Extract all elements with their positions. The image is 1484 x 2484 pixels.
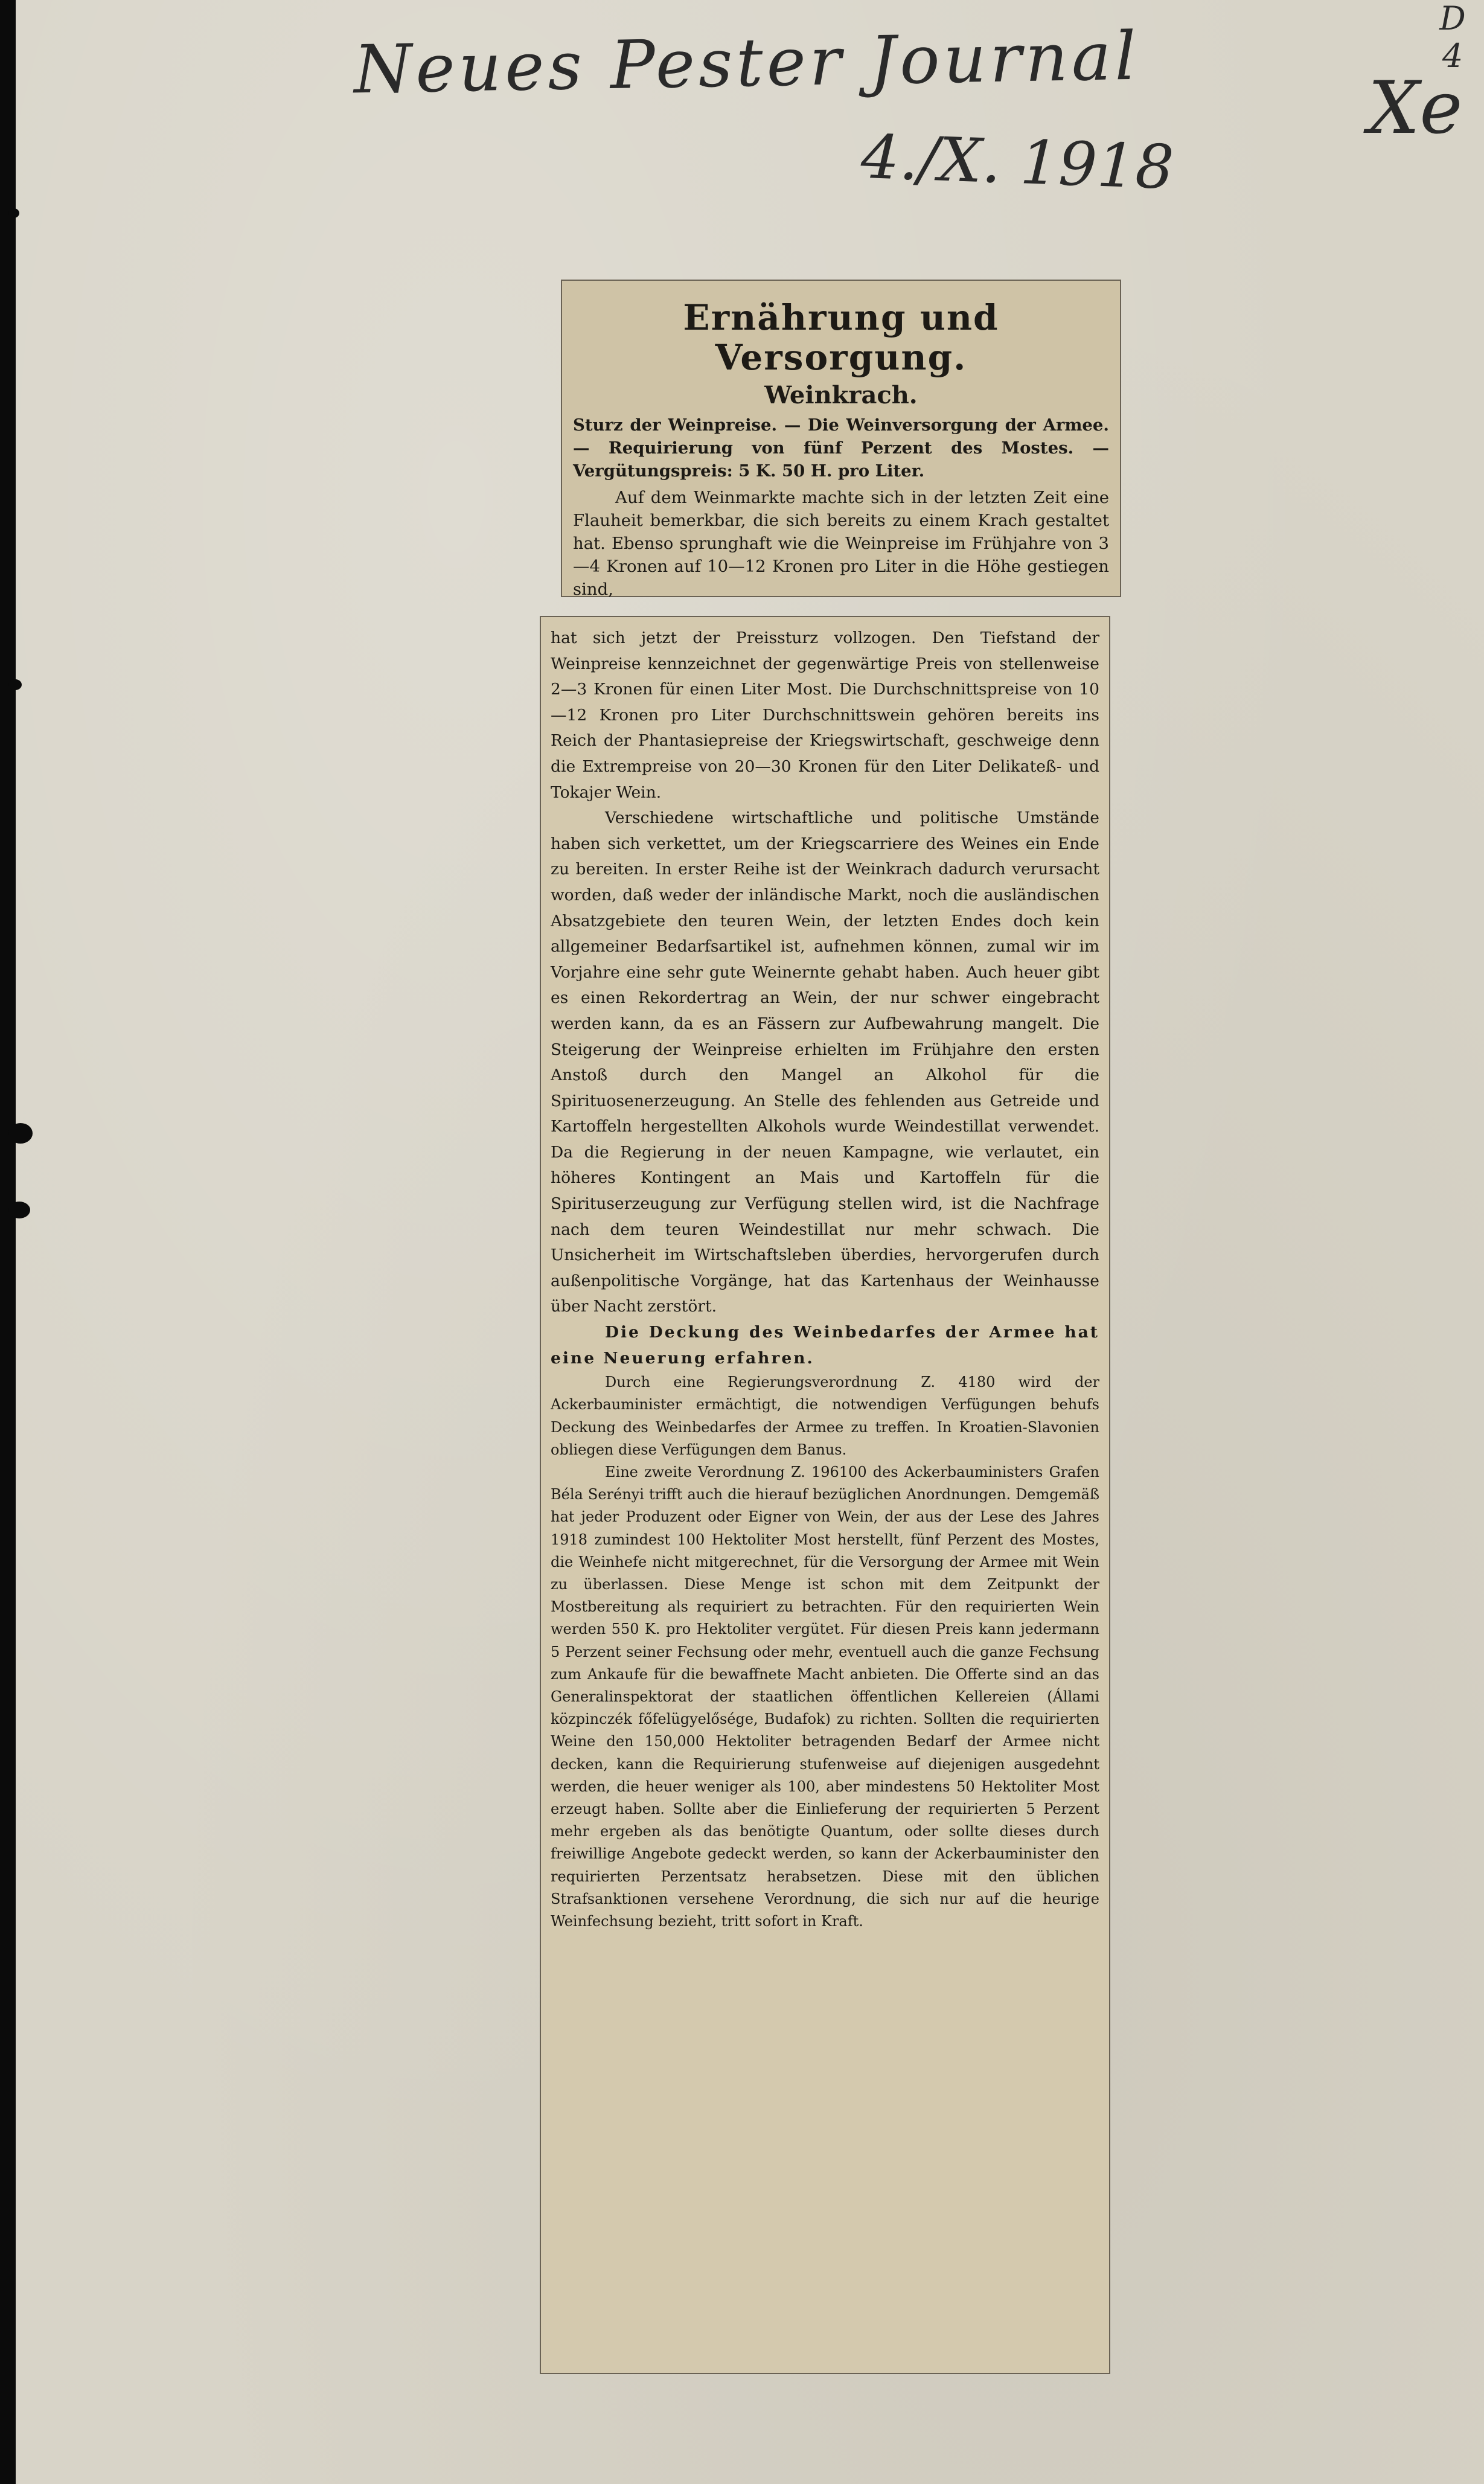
clipping-body <box>540 616 1110 2374</box>
clipping-deck: Sturz der Weinpreise. — Die Weinversorgung der Armee. — Requirierung von fünf Perzent des Mostes. — Vergütungspreis: 5 K. 50 H. pro Liter. <box>573 415 1109 481</box>
handwritten-mark: Xe <box>1368 66 1463 150</box>
handwritten-date: 4./X. 1918 <box>860 121 1175 203</box>
paper-damage <box>8 1123 33 1144</box>
handwritten-newspaper-name: Neues Pester Journal <box>353 17 1140 109</box>
article-paragraph: Eine zweite Verordnung Z. 196100 des Ackerbauministers Grafen Béla Serényi trifft auch die hierauf bezüglichen Anordnungen. Demgemäß hat jeder Produzent oder Eigner von Wein, der aus der Lese des Jahres 1918 zumindest 100 Hektoliter Most herstellt, fünf Perzent des Mostes, die Weinhefe nicht mitgerechnet, für die Versorgung der Armee mit Wein zu überlassen. Diese Menge ist schon mit dem Zeitpunkt der Mostbereitung als requiriert zu betrachten. Für den requirierten Wein werden 550 K. pro Hektoliter vergütet. Für diesen Preis kann jedermann 5 Perzent seiner Fechsung oder mehr, eventuell auch die ganze Fechsung zum Ankaufe für die bewaffnete Macht anbieten. Die Offerte sind an das Generalinspektorat der staatlichen öffentlichen Kellereien (Állami közpinczék főfelügyelősége, Budafok) zu richten. Sollten die requirierten Weine den 150,000 Hektoliter betragenden Bedarf der Armee nicht decken, kann die Requirierung stufenweise auf diejenigen ausgedehnt werden, die heuer weniger als 100, aber mindestens 50 Hektoliter Most erzeugt haben. Sollte aber die Einlieferung der requirierten 5 Perzent mehr ergeben als das benötigte Quantum, oder sollte dieses durch freiwillige Angebote gedeckt werden, so kann der Ackerbauminister den requirierten Perzentsatz herabsetzen. Diese mit den üblichen Strafsanktionen versehene Verordnung, die sich nur auf die heurige Weinfechsung bezieht, tritt sofort in Kraft. <box>551 1464 1099 1930</box>
clipping-top <box>561 280 1121 597</box>
article-paragraph: Verschiedene wirtschaftliche und politische Umstände haben sich verkettet, um der Kriegscarriere des Weines ein Ende zu bereiten. In erster Reihe ist der Weinkrach dadurch verursacht worden, daß weder der inländische Markt, noch die ausländischen Absatzgebiete den teuren Wein, der letzten Endes doch kein allgemeiner Bedarfsartikel ist, aufnehmen können, zumal wir im Vorjahre eine sehr gute Weinernte gehabt haben. Auch heuer gibt es einen Rekordertrag an Wein, der nur schwer eingebracht werden kann, da es an Fässern zur Aufbewahrung mangelt. Die Steigerung der Weinpreise erhielten im Frühjahre den ersten Anstoß durch den Mangel an Alkohol für die Spirituosenerzeugung. An Stelle des fehlenden aus Getreide und Kartoffeln hergestellten Alkohols wurde Weindestillat verwendet. Da die Regierung in der neuen Kampagne, wie verlautet, ein höheres Kontingent an Mais und Kartoffeln für die Spirituserzeugung zur Verfügung stellen wird, ist die Nachfrage nach dem teuren Weindestillat nur mehr schwach. Die Unsicherheit im Wirtschaftsleben überdies, hervorgerufen durch außenpolitische Vorgänge, hat das Kartenhaus der Weinhausse über Nacht zerstört. <box>551 808 1099 1316</box>
clipping-paragraph: Auf dem Weinmarkte machte sich in der letzten Zeit eine Flauheit bemerkbar, die sich bereits zu einem Krach gestaltet hat. Ebenso sprunghaft wie die Weinpreise im Frühjahre von 3—4 Kronen auf 10—12 Kronen pro Liter in die Höhe gestiegen sind, <box>573 488 1109 599</box>
archive-sheet <box>16 0 1484 2484</box>
clipping-headline: Ernährung und Versorgung. <box>683 297 999 378</box>
paper-damage <box>8 679 22 690</box>
article-paragraph: Durch eine Regierungsverordnung Z. 4180 wird der Ackerbauminister ermächtigt, die notwendigen Verfügungen behufs Deckung des Weinbedarfes der Armee zu treffen. In Kroatien-Slavonien obliegen diese Verfügungen dem Banus. <box>551 1374 1099 1458</box>
article-paragraph: hat sich jetzt der Preissturz vollzogen. Den Tiefstand der Weinpreise kennzeichnet der gegenwärtige Preis von stellenweise 2—3 Kronen für einen Liter Most. Die Durchschnittspreise von 10—12 Kronen pro Liter Durchschnittswein gehören bereits ins Reich der Phantasiepreise der Kriegswirtschaft, geschweige denn die Extrempreise von 20—30 Kronen für den Liter Delikateß- und Tokajer Wein. <box>551 629 1099 802</box>
paper-damage <box>8 208 19 218</box>
handwritten-corner-note: D 4 <box>1439 0 1466 75</box>
paper-damage <box>8 1202 30 1218</box>
clipping-subheadline: Weinkrach. <box>764 381 918 409</box>
article-subheading: Die Deckung des Weinbedarfes der Armee hat eine Neuerung erfahren. <box>551 1323 1099 1368</box>
